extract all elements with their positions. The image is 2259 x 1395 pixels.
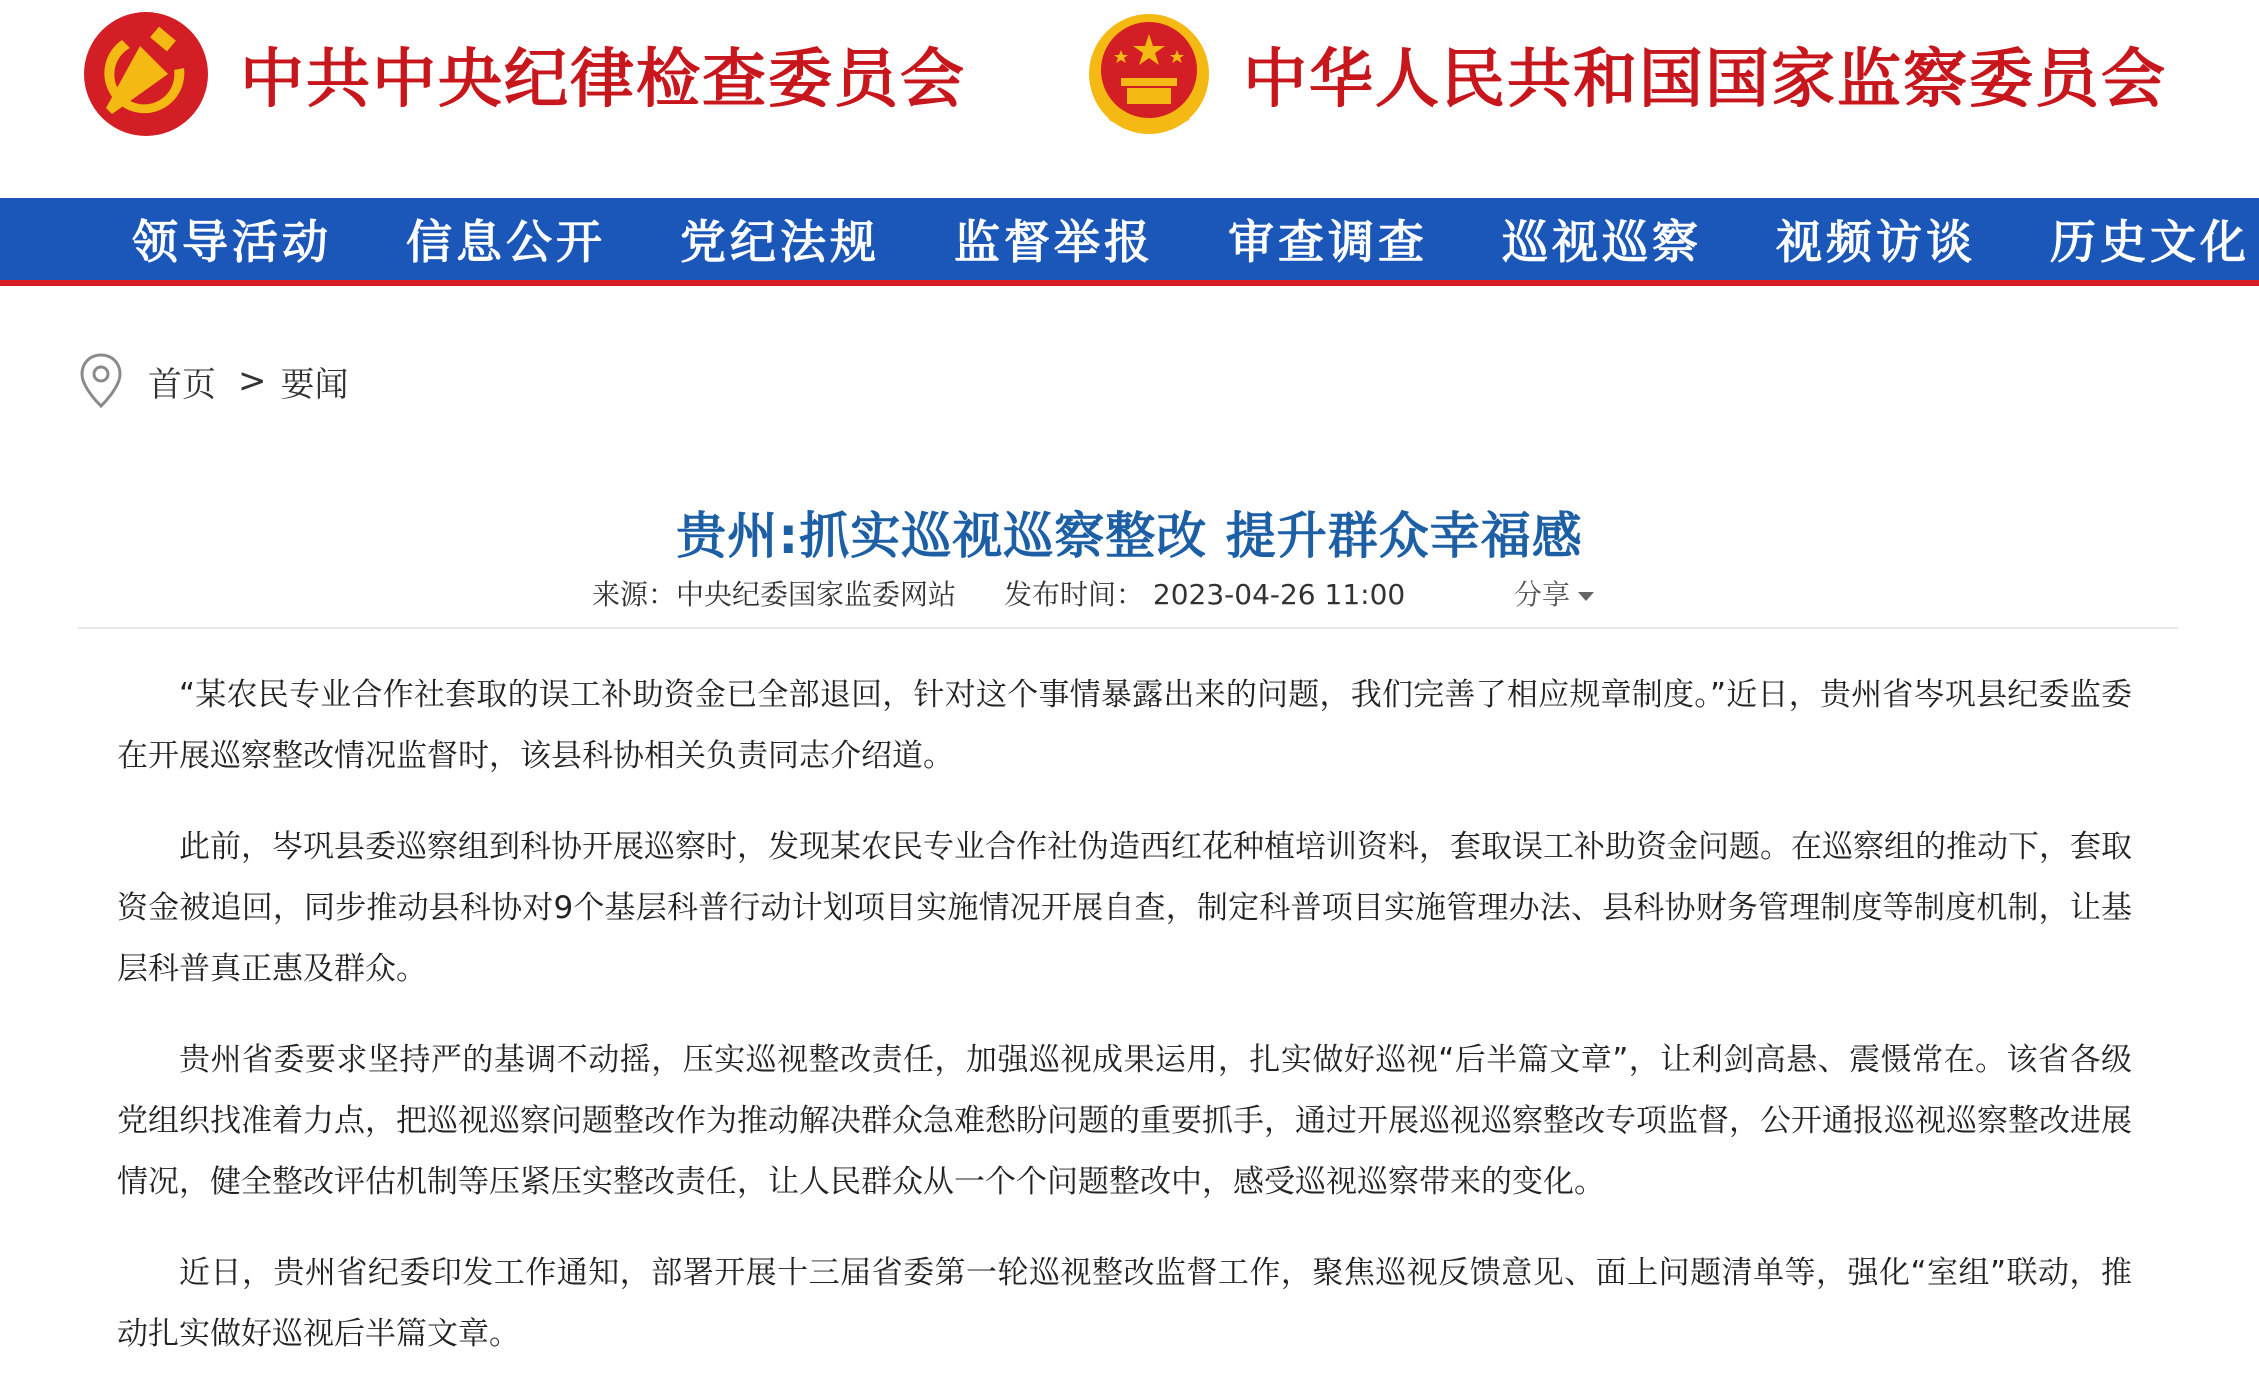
ccdi-org-name: 中共中央纪律检查委员会	[240, 42, 966, 117]
article-title: 贵州:抓实巡视巡察整改 提升群众幸福感	[676, 506, 1583, 565]
party-emblem-icon	[82, 10, 210, 138]
nav-item-supervision-report[interactable]: 监督举报	[954, 215, 1154, 269]
share-button[interactable]	[1514, 573, 1594, 613]
article-body	[117, 665, 2132, 1395]
site-header	[0, 0, 2259, 198]
nav-item-leadership[interactable]: 领导活动	[132, 215, 332, 269]
caret-down-icon	[1578, 592, 1594, 601]
article-source: 来源：中央纪委国家监委网站	[592, 578, 957, 611]
national-emblem-icon	[1085, 10, 1213, 138]
breadcrumb-current[interactable]: 要闻	[280, 364, 349, 405]
breadcrumb-separator: >	[238, 361, 267, 401]
article-paragraph: “某农民专业合作社套取的误工补助资金已全部退回，针对这个事情暴露出来的问题，我们完善了相应规章制度。”近日，贵州省岑巩县纪委监委在开展巡察整改情况监督时，该县科协相关负责同志介绍道。	[117, 677, 2132, 774]
share-label: 分享	[1514, 578, 1571, 611]
article-paragraph: 此前，岑巩县委巡察组到科协开展巡察时，发现某农民专业合作社伪造西红花种植培训资料，套取误工补助资金问题。在巡察组的推动下，套取资金被追回，同步推动县科协对9个基层科普行动计划项目实施情况开展自查，制定科普项目实施管理办法、县科协财务管理制度等制度机制，让基层科普真正惠及群众。	[117, 829, 2132, 987]
nav-item-video-interviews[interactable]: 视频访谈	[1776, 215, 1976, 269]
article-paragraph: 贵州省委要求坚持严的基调不动摇，压实巡视整改责任，加强巡视成果运用，扎实做好巡视“后半篇文章”，让利剑高悬、震慑常在。该省各级党组织找准着力点，把巡视巡察问题整改作为推动解决群众急难愁盼问题的重要抓手，通过开展巡视巡察整改专项监督，公开通报巡视巡察整改进展情况，健全整改评估机制等压紧压实整改责任，让人民群众从一个个问题整改中，感受巡视巡察带来的变化。	[117, 1042, 2132, 1200]
main-nav	[0, 198, 2259, 286]
article-meta	[0, 573, 2259, 613]
ccdi-logo-link[interactable]	[82, 10, 966, 138]
breadcrumb	[78, 352, 349, 410]
location-pin-icon	[78, 352, 124, 410]
breadcrumb-home-link[interactable]: 首页	[148, 364, 216, 405]
article-paragraph: 近日，贵州省纪委印发工作通知，部署开展十三届省委第一轮巡视整改监督工作，聚焦巡视反馈意见、面上问题清单等，强化“室组”联动，推动扎实做好巡视后半篇文章。	[117, 1255, 2132, 1352]
nav-item-history-culture[interactable]: 历史文化	[2050, 215, 2250, 269]
article-publish-time: 发布时间： 2023-04-26 11:00	[1004, 578, 1406, 611]
nav-item-info-disclosure[interactable]: 信息公开	[406, 215, 606, 269]
nsc-logo-link[interactable]	[1085, 10, 2167, 138]
nav-item-investigation[interactable]: 审查调查	[1228, 215, 1428, 269]
meta-divider	[78, 627, 2178, 629]
nav-item-regulations[interactable]: 党纪法规	[680, 215, 880, 269]
nav-list	[0, 198, 2259, 280]
nsc-org-name: 中华人民共和国国家监察委员会	[1243, 42, 2167, 117]
nav-item-inspection[interactable]: 巡视巡察	[1502, 215, 1702, 269]
